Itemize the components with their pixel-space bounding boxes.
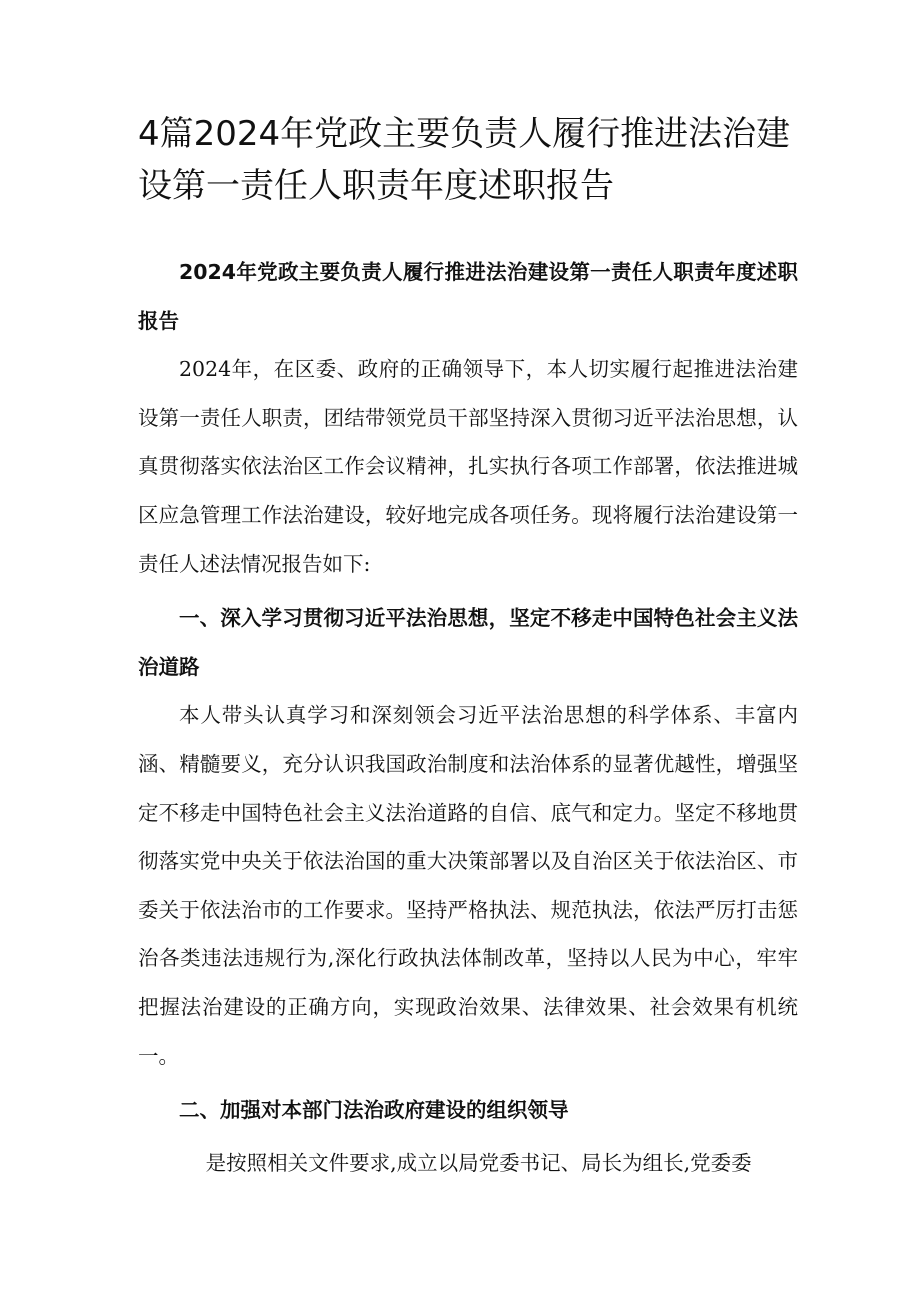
report-subtitle: 2024年党政主要负责人履行推进法治建设第一责任人职责年度述职报告 xyxy=(138,260,798,333)
document-body xyxy=(138,248,798,1187)
section-2-paragraph: 是按照相关文件要求,成立以局党委书记、局长为组长,党委委 xyxy=(205,1150,752,1175)
section-1-paragraph: 本人带头认真学习和深刻领会习近平法治思想的科学体系、丰富内涵、精髓要义，充分认识我国政治制度和法治体系的显著优越性，增强坚定不移走中国特色社会主义法治道路的自信、底气和定力。坚定不移地贯彻落实党中央关于依法治国的重大决策部署以及自治区关于依法治区、市委关于依法治市的工作要求。坚持严格执法、规范执法，依法严厉打击惩治各类违法违规行为,深化行政执法体制改革，坚持以人民为中心，牢牢把握法治建设的正确方向，实现政治效果、法律效果、社会效果有机统一。 xyxy=(138,703,798,1068)
document-title: 4篇2024年党政主要负责人履行推进法治建设第一责任人职责年度述职报告 xyxy=(138,114,791,206)
section-1-heading: 一、深入学习贯彻习近平法治思想，坚定不移走中国特色社会主义法治道路 xyxy=(138,606,798,679)
intro-paragraph: 2024年，在区委、政府的正确领导下，本人切实履行起推进法治建设第一责任人职责，团结带领党员干部坚持深入贯彻习近平法治思想，认真贯彻落实依法治区工作会议精神，扎实执行各项工作部署，依法推进城区应急管理工作法治建设，较好地完成各项任务。现将履行法治建设第一责任人述法情况报告如下: xyxy=(138,357,798,576)
section-2-heading: 二、加强对本部门法治政府建设的组织领导 xyxy=(179,1098,569,1123)
